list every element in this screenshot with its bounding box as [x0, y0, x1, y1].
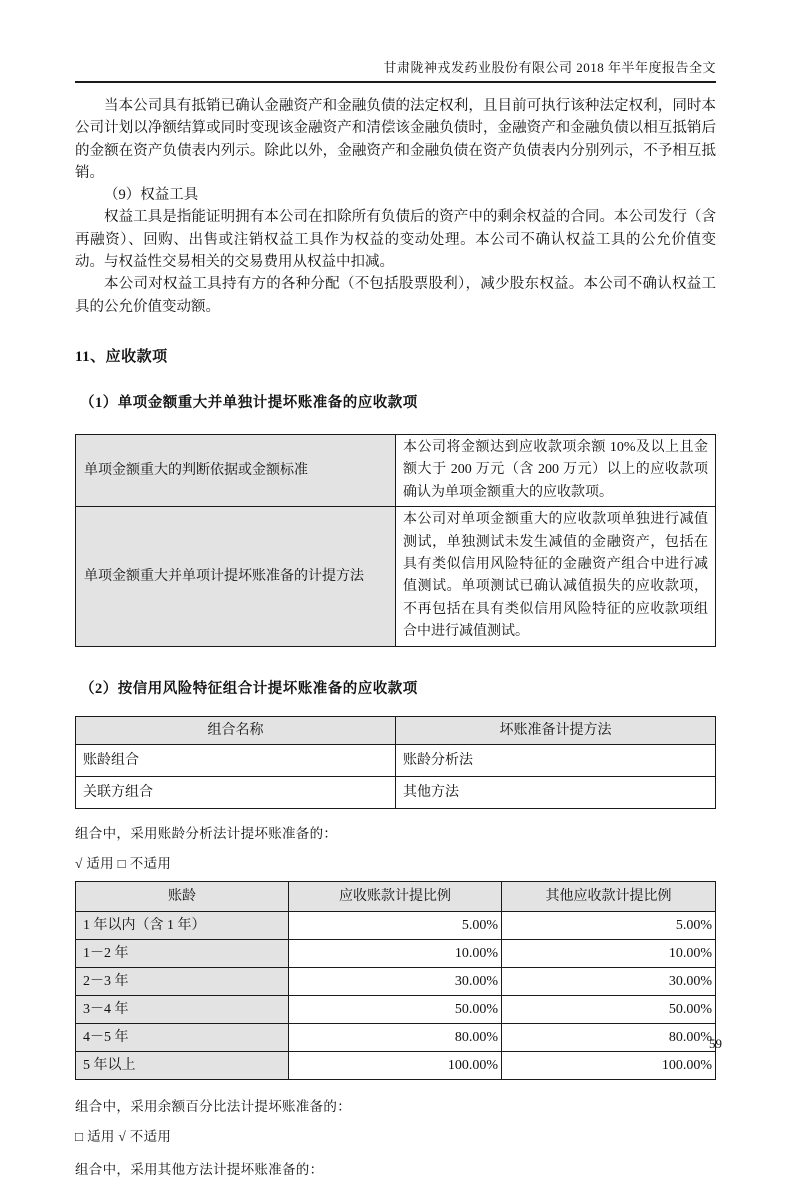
- column-header-ar-ratio: 应收账款计提比例: [289, 881, 502, 911]
- table-credit-risk-groups: [75, 716, 716, 809]
- aging-cell: 2－3 年: [76, 967, 289, 995]
- criteria-content-cell: 本公司将金额达到应收款项余额 10%及以上且金额大于 200 万元（含 200 万元）以上的应收款项确认为单项金额重大的应收款项。: [396, 434, 716, 506]
- subsection-title-credit-risk-groups: （2）按信用风险特征组合计提坏账准备的应收款项: [80, 680, 418, 697]
- table-row: [76, 776, 716, 808]
- table-header-row: [76, 881, 716, 911]
- column-header-provision-method: 坏账准备计提方法: [396, 716, 716, 744]
- ar-ratio-cell: 10.00%: [289, 939, 502, 967]
- ar-ratio-cell: 30.00%: [289, 967, 502, 995]
- table-row: [76, 1051, 716, 1079]
- table-aging-provision-ratios: [75, 881, 716, 1080]
- ar-ratio-cell: 100.00%: [289, 1051, 502, 1079]
- table-row: [76, 967, 716, 995]
- aging-applicable-indicator: √ 适用 □ 不适用: [75, 855, 172, 871]
- table-row: [76, 744, 716, 776]
- criteria-label-cell: 单项金额重大的判断依据或金额标准: [76, 434, 396, 506]
- other-ratio-cell: 100.00%: [502, 1051, 716, 1079]
- table-row: [76, 507, 716, 646]
- report-header-title: 甘肃陇神戎发药业股份有限公司 2018 年半年度报告全文: [75, 0, 716, 83]
- other-ratio-cell: 50.00%: [502, 995, 716, 1023]
- page-content: [75, 0, 716, 1178]
- aging-cell: 4－5 年: [76, 1023, 289, 1051]
- paragraph-equity-distribution: 本公司对权益工具持有方的各种分配（不包括股票股利），减少股东权益。本公司不确认权益工具的公允价值变动额。: [75, 276, 716, 315]
- ar-ratio-cell: 50.00%: [289, 995, 502, 1023]
- column-header-other-ratio: 其他应收款计提比例: [502, 881, 716, 911]
- table-row: [76, 939, 716, 967]
- other-ratio-cell: 80.00%: [502, 1023, 716, 1051]
- table-row: [76, 434, 716, 506]
- group-name-cell: 关联方组合: [76, 776, 396, 808]
- method-content-cell: 本公司对单项金额重大的应收款项单独进行减值测试，单独测试未发生减值的金融资产，包括在具有类似信用风险特征的金融资产组合中进行减值测试。单项测试已确认减值损失的应收款项，不再包括在具有类似信用风险特征的应收款项组合中进行减值测试。: [396, 507, 716, 646]
- method-cell: 其他方法: [396, 776, 716, 808]
- heading-equity-instruments: （9）权益工具: [104, 187, 199, 204]
- balance-applicable-indicator: □ 适用 √ 不适用: [75, 1128, 172, 1144]
- aging-cell: 5 年以上: [76, 1051, 289, 1079]
- aging-cell: 3－4 年: [76, 995, 289, 1023]
- note-balance-percentage: 组合中，采用余额百分比法计提坏账准备的：: [75, 1098, 351, 1114]
- table-row: [76, 1023, 716, 1051]
- table-row: [76, 911, 716, 939]
- method-label-cell: 单项金额重大并单项计提坏账准备的计提方法: [76, 507, 396, 646]
- column-header-aging: 账龄: [76, 881, 289, 911]
- table-individually-significant: [75, 434, 716, 647]
- column-header-group-name: 组合名称: [76, 716, 396, 744]
- aging-cell: 1－2 年: [76, 939, 289, 967]
- ar-ratio-cell: 80.00%: [289, 1023, 502, 1051]
- page-number: 59: [709, 1036, 722, 1051]
- table-row: [76, 995, 716, 1023]
- subsection-title-individually-significant: （1）单项金额重大并单独计提坏账准备的应收款项: [80, 394, 418, 411]
- note-other-methods: 组合中，采用其他方法计提坏账准备的：: [75, 1161, 324, 1177]
- method-cell: 账龄分析法: [396, 744, 716, 776]
- aging-cell: 1 年以内（含 1 年）: [76, 911, 289, 939]
- section-title-receivables: 11、应收款项: [75, 348, 168, 365]
- other-ratio-cell: 30.00%: [502, 967, 716, 995]
- paragraph-financial-offset: 当本公司具有抵销已确认金融资产和金融负债的法定权利，且目前可执行该种法定权利，同时本公司计划以净额结算或同时变现该金融资产和清偿该金融负债时，金融资产和金融负债以相互抵销后的金额在资产负债表内列示。除此以外，金融资产和金融负债在资产负债表内分别列示，不予相互抵销。: [75, 98, 716, 181]
- paragraph-equity-definition: 权益工具是指能证明拥有本公司在扣除所有负债后的资产中的剩余权益的合同。本公司发行（含再融资）、回购、出售或注销权益工具作为权益的变动处理。本公司不确认权益工具的公允价值变动。与权益性交易相关的交易费用从权益中扣减。: [75, 209, 716, 271]
- group-name-cell: 账龄组合: [76, 744, 396, 776]
- ar-ratio-cell: 5.00%: [289, 911, 502, 939]
- other-ratio-cell: 10.00%: [502, 939, 716, 967]
- other-ratio-cell: 5.00%: [502, 911, 716, 939]
- table-header-row: [76, 716, 716, 744]
- note-aging-analysis: 组合中，采用账龄分析法计提坏账准备的：: [75, 825, 338, 841]
